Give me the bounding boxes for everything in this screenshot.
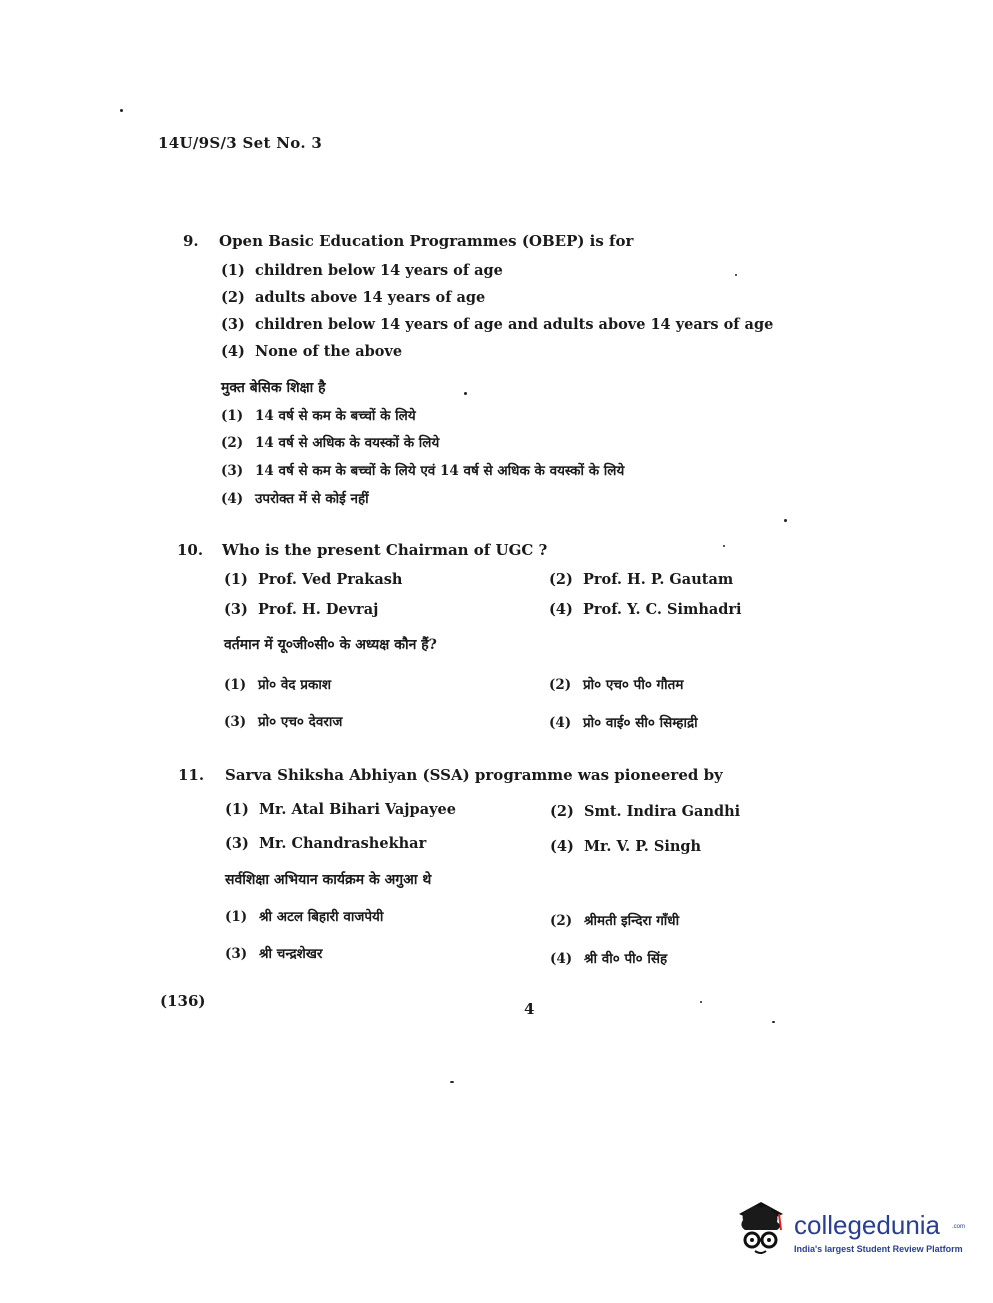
logo-tagline: India's largest Student Review Platform <box>794 1244 963 1254</box>
option-en <box>225 835 426 852</box>
scan-speck <box>700 1001 702 1003</box>
option-number: (1) <box>224 677 247 693</box>
scan-speck <box>784 519 787 522</box>
option-number: (1) <box>221 408 244 424</box>
scan-speck <box>723 545 725 547</box>
option-text: प्रो० एच० पी० गौतम <box>583 677 684 693</box>
option-text: 14 वर्ष से कम के बच्चों के लिये एवं 14 वर्ष से अधिक के वयस्कों के लिये <box>255 463 625 479</box>
option-en <box>221 262 503 279</box>
option-en <box>221 316 773 333</box>
mascot-icon <box>735 1196 795 1258</box>
option-text: Smt. Indira Gandhi <box>584 803 741 820</box>
option-text: None of the above <box>255 343 403 360</box>
option-hi <box>550 911 679 929</box>
option-en <box>550 803 740 820</box>
option-text: adults above 14 years of age <box>255 289 486 306</box>
scan-speck <box>735 274 737 276</box>
scan-speck <box>120 109 123 112</box>
question-stem-hi: मुक्त बेसिक शिक्षा है <box>221 380 326 396</box>
option-number: (1) <box>221 262 245 279</box>
option-text: Mr. V. P. Singh <box>584 838 702 855</box>
page-header: 14U/9S/3 Set No. 3 <box>158 134 323 152</box>
scan-speck <box>450 1081 454 1083</box>
option-text: 14 वर्ष से कम के बच्चों के लिये <box>255 408 416 424</box>
scan-speck <box>464 392 467 395</box>
option-text: 14 वर्ष से अधिक के वयस्कों के लिये <box>255 435 440 451</box>
option-text: Mr. Chandrashekhar <box>259 835 427 852</box>
option-number: (4) <box>221 491 244 507</box>
option-hi <box>224 675 331 693</box>
question-stem-en: Who is the present Chairman of UGC ? <box>222 541 548 559</box>
option-number: (4) <box>549 601 573 618</box>
question-stem-hi: सर्वशिक्षा अभियान कार्यक्रम के अगुआ थे <box>225 872 432 888</box>
option-en <box>224 571 402 588</box>
question-stem-en: Open Basic Education Programmes (OBEP) is for <box>219 232 634 250</box>
option-hi <box>550 949 667 967</box>
option-text: श्री अटल बिहारी वाजपेयी <box>259 909 384 925</box>
option-en <box>224 601 378 618</box>
option-number: (4) <box>550 838 574 855</box>
option-hi <box>549 713 698 731</box>
option-text: children below 14 years of age <box>255 262 503 279</box>
question-number: 11. <box>178 766 205 784</box>
option-number: (4) <box>549 715 572 731</box>
option-hi <box>221 406 416 424</box>
option-text: श्रीमती इन्दिरा गाँधी <box>584 913 680 929</box>
option-en <box>225 801 456 818</box>
option-text: उपरोक्त में से कोई नहीं <box>255 491 369 507</box>
option-number: (3) <box>224 601 248 618</box>
option-en <box>549 571 733 588</box>
booklet-code: (136) <box>160 992 206 1010</box>
option-hi <box>225 944 322 962</box>
option-text: प्रो० एच० देवराज <box>258 714 343 730</box>
option-text: Prof. H. P. Gautam <box>583 571 734 588</box>
option-hi <box>221 433 439 451</box>
option-number: (2) <box>549 677 572 693</box>
option-number: (2) <box>549 571 573 588</box>
option-en <box>221 289 485 306</box>
option-number: (4) <box>550 951 573 967</box>
question-number: 9. <box>183 232 199 250</box>
option-text: प्रो० वेद प्रकाश <box>258 677 331 693</box>
option-number: (2) <box>550 803 574 820</box>
option-text: श्री चन्द्रशेखर <box>259 946 323 962</box>
option-en <box>550 838 701 855</box>
option-number: (3) <box>221 316 245 333</box>
option-text: Prof. Y. C. Simhadri <box>583 601 742 618</box>
option-en <box>221 343 402 360</box>
option-hi <box>224 712 342 730</box>
option-number: (2) <box>221 289 245 306</box>
option-number: (3) <box>221 463 244 479</box>
question-stem-en: Sarva Shiksha Abhiyan (SSA) programme was pioneered by <box>225 766 723 784</box>
option-text: Prof. Ved Prakash <box>258 571 403 588</box>
option-text: Mr. Atal Bihari Vajpayee <box>259 801 456 818</box>
question-stem-hi: वर्तमान में यू०जी०सी० के अध्यक्ष कौन हैं? <box>224 637 437 653</box>
option-number: (3) <box>225 835 249 852</box>
option-number: (1) <box>224 571 248 588</box>
option-number: (4) <box>221 343 245 360</box>
option-number: (3) <box>225 946 248 962</box>
logo-wordmark: collegedunia <box>794 1210 941 1240</box>
scan-speck <box>772 1021 775 1023</box>
option-hi <box>225 907 383 925</box>
option-en <box>549 601 742 618</box>
option-hi <box>221 489 369 507</box>
option-hi <box>549 675 683 693</box>
option-number: (1) <box>225 909 248 925</box>
option-number: (2) <box>550 913 573 929</box>
option-text: प्रो० वाई० सी० सिम्हाद्री <box>583 715 698 731</box>
logo-suffix: .com <box>952 1224 966 1230</box>
option-hi <box>221 461 624 479</box>
page-number: 4 <box>524 1000 535 1018</box>
option-text: Prof. H. Devraj <box>258 601 379 618</box>
option-number: (1) <box>225 801 249 818</box>
option-number: (3) <box>224 714 247 730</box>
option-text: children below 14 years of age and adults above 14 years of age <box>255 316 774 333</box>
option-text: श्री वी० पी० सिंह <box>584 951 668 967</box>
question-number: 10. <box>177 541 204 559</box>
option-number: (2) <box>221 435 244 451</box>
